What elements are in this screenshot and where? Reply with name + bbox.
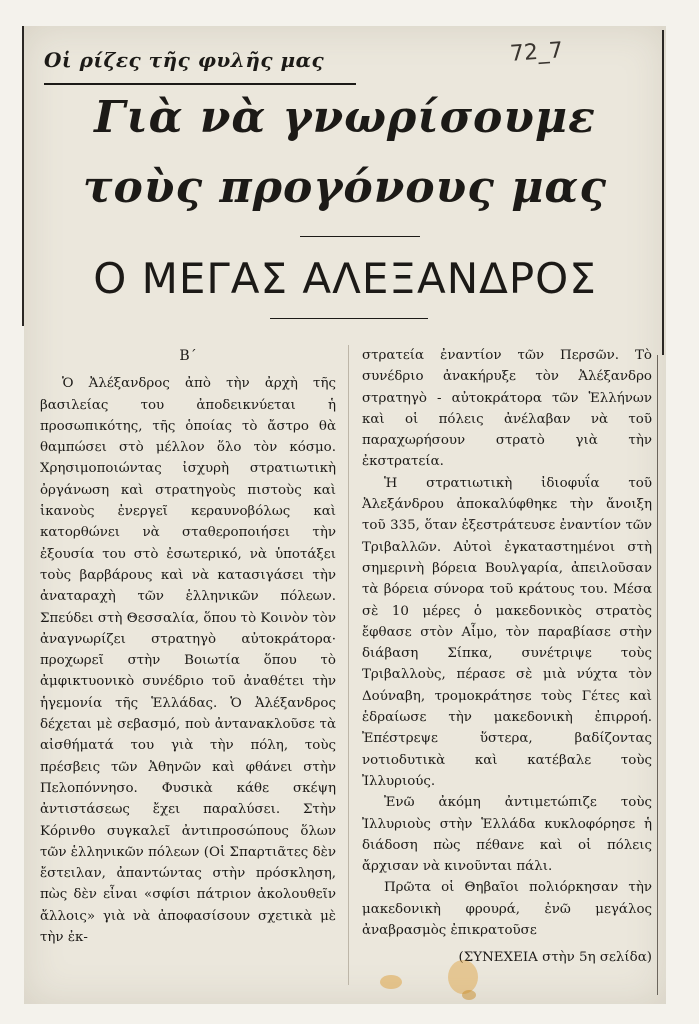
column-divider <box>348 345 349 985</box>
paragraph: Ἡ στρατιωτικὴ ἰδιοφυΐα τοῦ Ἀλεξάνδρου ἀποκαλύφθηκε τὴν ἄνοιξη τοῦ 335, ὅταν ἐξεστράτευσε ἐναντίον τῶν Τριβαλλῶν. Αὐτοὶ ἐγκαταστημένοι στὴ σημερινὴ βόρεια Βουλγαρία, ἀπειλοῦσαν τὰ βόρεια σύνορα τοῦ κράτους του. Μέσα σὲ 10 μέρες ὁ μακεδονικὸς στρατὸς ἔφθασε στὸν Αἷμο, τὸν παραβίασε στὴν διάβαση Σίπκα, συνέτριψε τοὺς Τριβαλλοὺς, πέρασε σὲ μιὰ νύχτα τὸν Δούναβη, τρομοκράτησε τοὺς Γέτες καὶ ἑδραίωσε τὴν μακεδονικὴ ἐπιρροή. Ἐπέστρεψε ὕστερα, βαδίζοντας νοτιοδυτικὰ καὶ κατέβαλε τοὺς Ἰλλυριούς. <box>362 475 652 789</box>
paper-stain <box>448 960 478 994</box>
headline-line-2: τοὺς προγόνους μας <box>82 162 608 213</box>
paragraph: Ἐνῶ ἀκόμη ἀντιμετώπιζε τοὺς Ἰλλυριοὺς στὴν Ἑλλάδα κυκλοφόρησε ἡ διάδοση πὼς πέθανε καὶ οἱ πόλεις ἄρχισαν νὰ κινοῦνται πάλι. <box>362 795 652 875</box>
main-title: Ο ΜΕΓΑΣ ΑΛΕΞΑΝΔΡΟΣ <box>93 254 597 303</box>
paragraph: στρατεία ἐναντίον τῶν Περσῶν. Τὸ συνέδριο ἀνακήρυξε τὸν Ἀλέξανδρο στρατηγὸ - αὐτοκράτορα τῶν Ἑλλήνων καὶ οἱ πόλεις ἀνέλαβαν νὰ τοῦ παραχωρήσουν στρατὸ γιὰ τὴν ἐκστρατεία. <box>362 348 652 470</box>
handwritten-note: 72_7 <box>509 38 564 67</box>
headline-line-1: Γιὰ νὰ γνωρίσουμε <box>94 92 596 143</box>
paragraph: Ὁ Ἀλέξανδρος ἀπὸ τὴν ἀρχὴ τῆς βασιλείας του ἀποδεικνύεται ἡ προσωπικότης, τῆς ὁποίας τὸ ἄστρο θὰ θαμπώσει στὸ μέλλον ὅλο τὸν κόσμο. Χρησιμοποιώντας ἰσχυρὴ στρατιωτικὴ ὀργάνωση καὶ στρατηγοὺς πιστοὺς καὶ ἱκανοὺς ἐνεργεῖ κεραυνοβόλως καὶ κατορθώνει νὰ σταθεροποιήσει τὴν ἐξουσία του στὸ ἐσωτερικό, νὰ ὑποτάξει τοὺς βαρβάρους καὶ νὰ κατασιγάσει τὴν ἀναταραχὴ τῶν ἑλληνικῶν πόλεων. Σπεύδει στὴ Θεσσαλία, ὅπου τὸ Κοινὸν τὸν ἀναγνωρίζει στρατηγὸ αὐτοκράτορα· προχωρεῖ στὴν Βοιωτία ὅπου τὸ ἀμφικτυονικὸ συνέδριο τοῦ ἀναθέτει τὴν ἡγεμονία τῆς Ἑλλάδας. Ὁ Ἀλέξανδρος δέχεται μὲ σεβασμό, ποὺ ἀντανακλοῦσε τὰ αἰσθήματά του γιὰ τὴν πόλη, τοὺς πρέσβεις τῶν Ἀθηνῶν καὶ φθάνει στὴν Πελοπόννησο. Φυσικὰ κάθε σκέψη ἀντιστάσεως ἔχει παραλύσει. Στὴν Κόρινθο συγκαλεῖ ἀντιπροσώπους ὅλων τῶν ἑλληνικῶν πόλεων (Οἱ Σπαρτιᾶτες δὲν ἔστειλαν, ἀπαντώντας στὴν πρόσκληση, πὼς δὲν εἶναι «σφίσι πάτριον ἀκολουθεῖν ἄλλοις» γιὰ νὰ ἀποφασίσουν σχετικὰ μὲ τὴν ἐκ- <box>40 376 336 946</box>
paragraph: Πρῶτα οἱ Θηβαῖοι πολιόρκησαν τὴν μακεδονικὴ φρουρά, ἐνῶ μεγάλος ἀναβρασμὸς ἐπικρατοῦσε <box>362 880 652 939</box>
paper-stain <box>380 975 402 989</box>
article-column-left <box>40 342 336 948</box>
headline-divider <box>300 236 420 237</box>
continuation-note: (ΣΥΝΕΧΕΙΑ στὴν 5η σελίδα) <box>458 950 652 966</box>
paper-stain <box>462 990 476 1000</box>
section-kicker: Οἱ ρίζες τῆς φυλῆς μας <box>44 48 325 72</box>
part-label: Β΄ <box>179 348 197 364</box>
article-column-right <box>362 345 652 969</box>
kicker-underline <box>44 83 356 85</box>
border-rule-right-lower <box>657 355 658 995</box>
title-divider <box>270 318 428 319</box>
